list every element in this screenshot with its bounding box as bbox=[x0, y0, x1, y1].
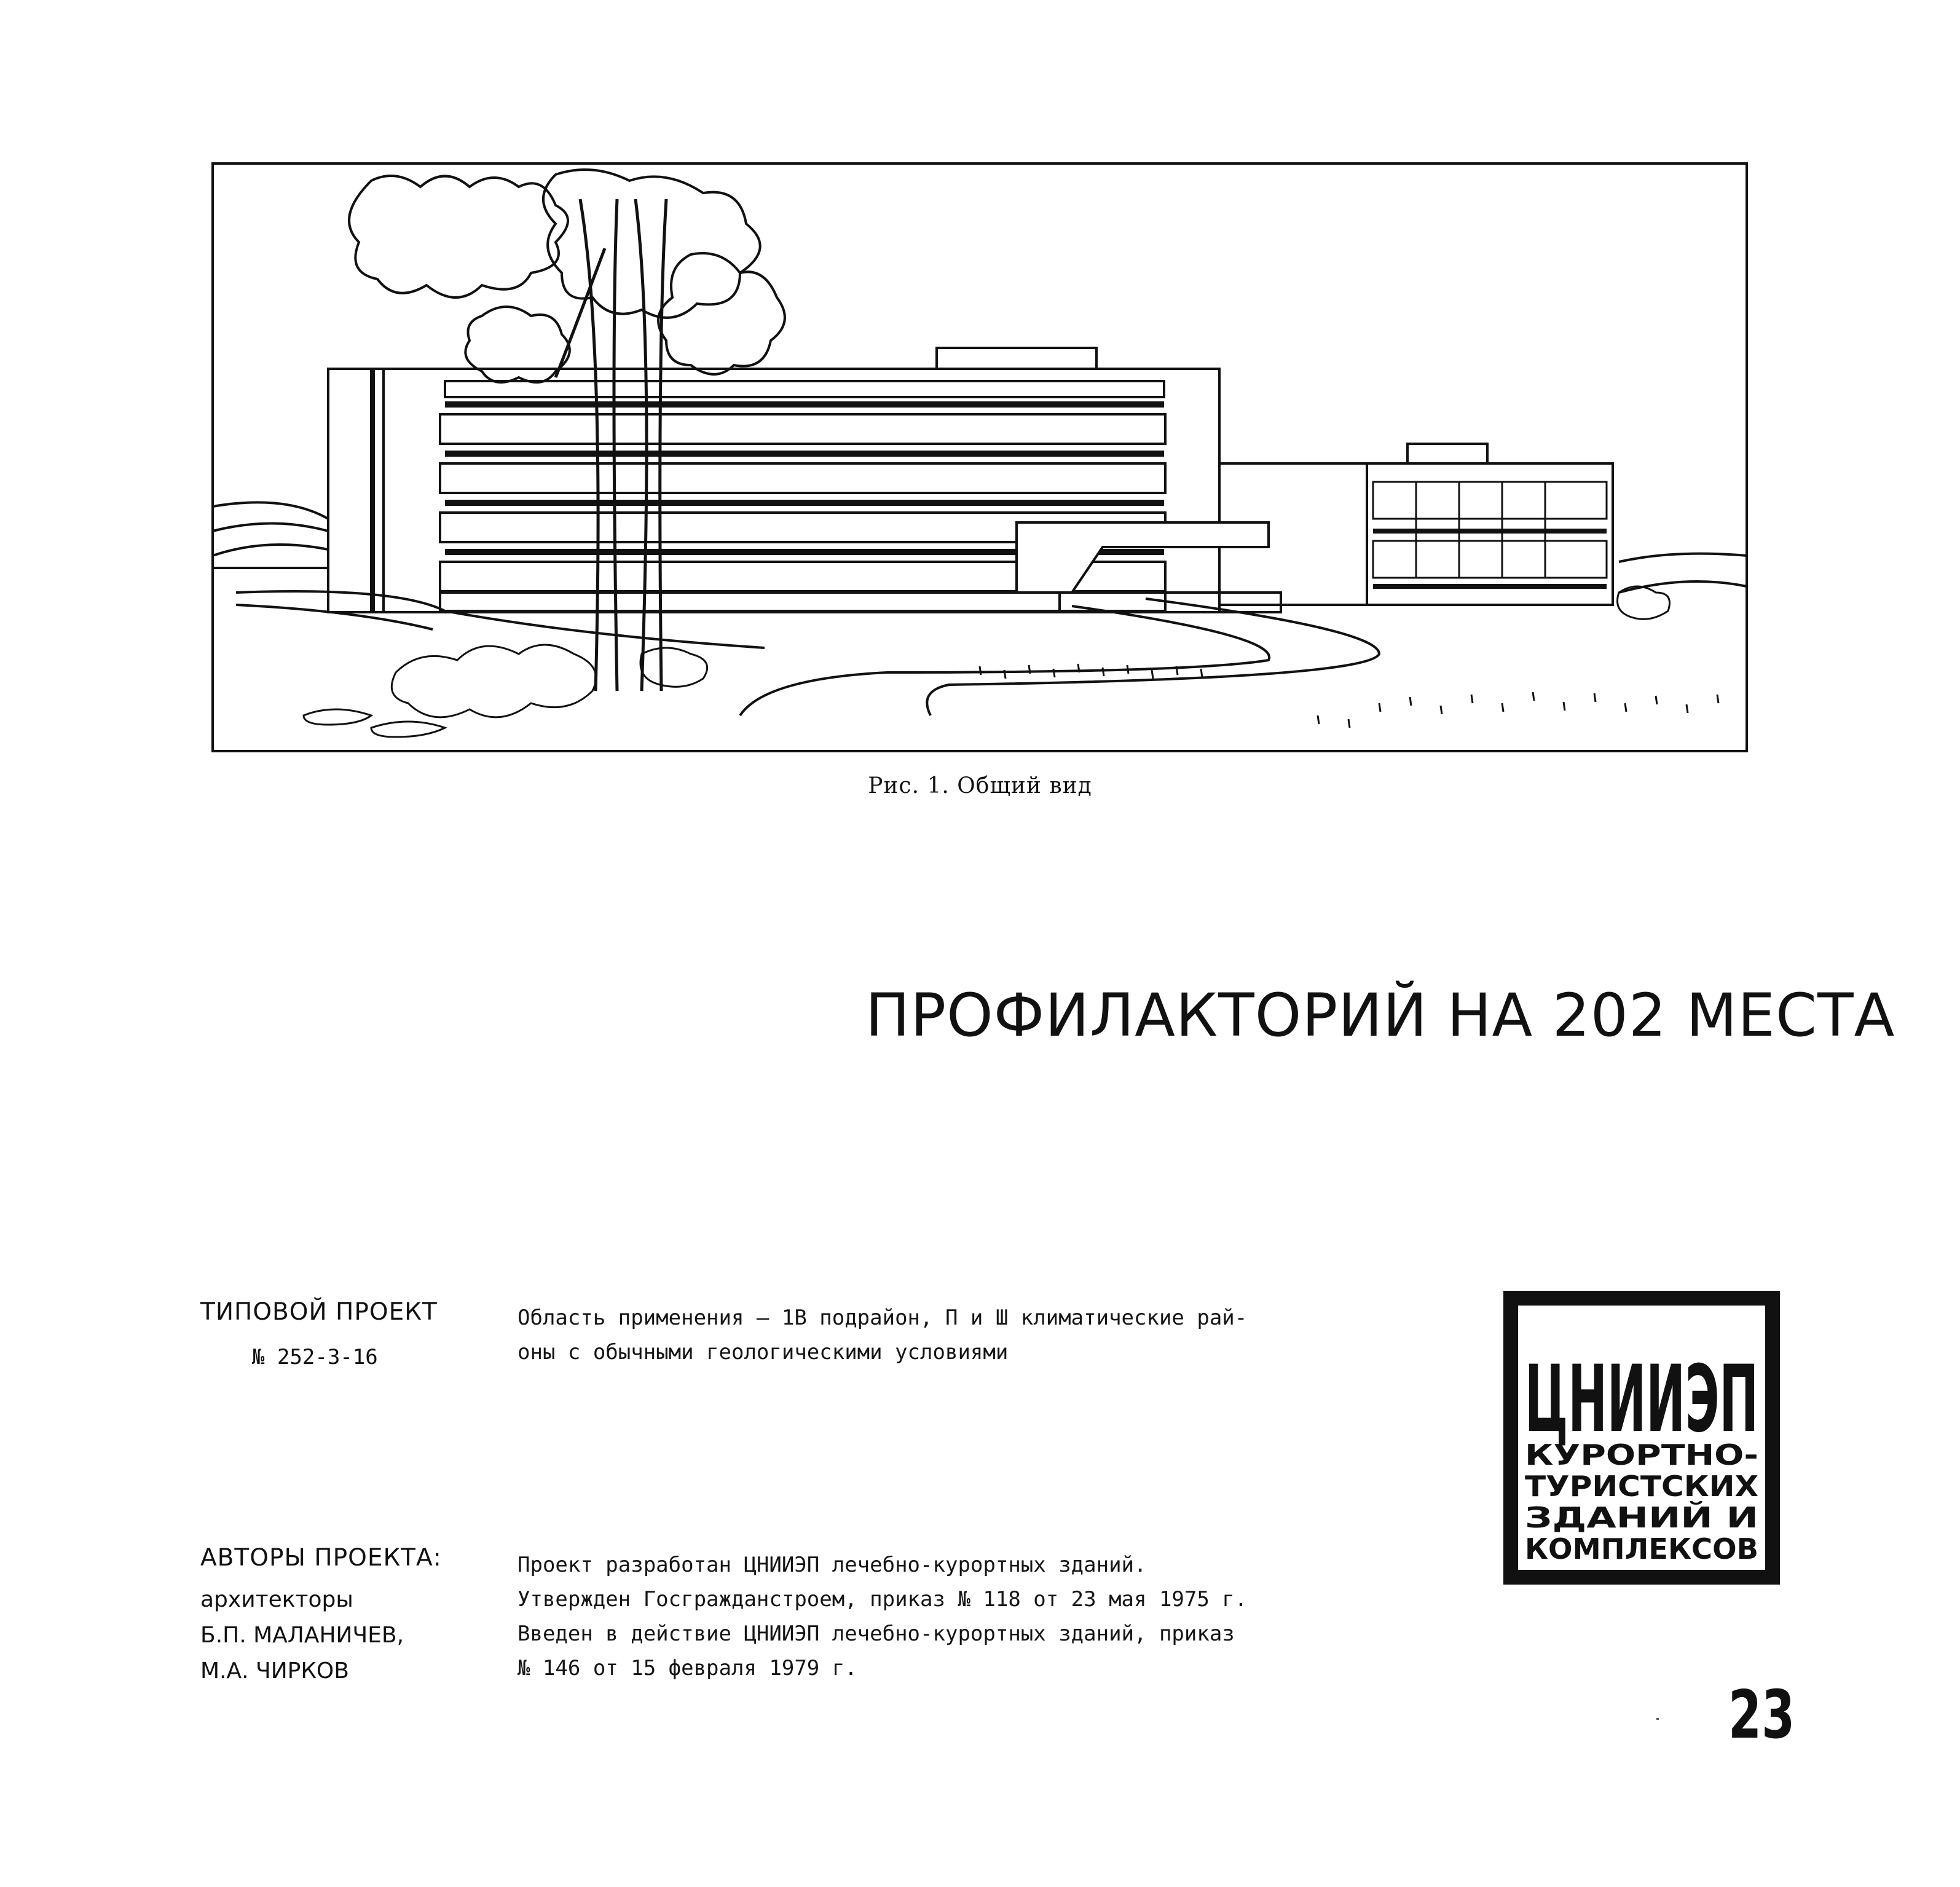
author-name: М.А. ЧИРКОВ bbox=[200, 1658, 349, 1684]
page-number: 23 bbox=[1728, 1677, 1795, 1754]
figure-frame bbox=[213, 163, 1747, 751]
application-line: оны с обычными геологическими условиями bbox=[518, 1340, 1009, 1365]
print-mark bbox=[1656, 1718, 1659, 1720]
authors-role: архитекторы bbox=[200, 1587, 353, 1612]
approval-line: № 146 от 15 февраля 1979 г. bbox=[518, 1656, 857, 1680]
hill-left bbox=[213, 502, 328, 568]
project-number: № 252-3-16 bbox=[252, 1345, 378, 1369]
logo-line: ЗДАНИЙ И bbox=[1525, 1501, 1758, 1534]
logo-line: КОМПЛЕКСОВ bbox=[1525, 1532, 1758, 1566]
figure-caption: Рис. 1. Общий вид bbox=[868, 773, 1092, 798]
approval-line: Введен в действие ЦНИИЭП лечебно-курортных зданий, приказ bbox=[518, 1621, 1235, 1646]
approval-line: Проект разработан ЦНИИЭП лечебно-курортных зданий. bbox=[518, 1553, 1147, 1577]
logo-big-text: ЦНИИЭП bbox=[1525, 1346, 1758, 1453]
figure-general-view bbox=[211, 162, 1748, 752]
side-building bbox=[1367, 463, 1613, 605]
project-type-label: ТИПОВОЙ ПРОЕКТ bbox=[200, 1298, 438, 1326]
application-line: Область применения – 1В подрайон, П и Ш климатические рай- bbox=[518, 1306, 1248, 1330]
path-left bbox=[236, 591, 765, 648]
approval-line: Утвержден Госгражданстроем, приказ № 118 от 23 мая 1975 г. bbox=[518, 1587, 1248, 1612]
authors-list bbox=[200, 1582, 404, 1689]
authors-heading: АВТОРЫ ПРОЕКТА: bbox=[200, 1544, 442, 1572]
grass-stipple bbox=[980, 664, 1718, 728]
page-title: ПРОФИЛАКТОРИЙ НА 202 МЕСТА bbox=[865, 981, 1895, 1050]
building-drawing bbox=[211, 162, 1748, 752]
logo-line: КУРОРТНО- bbox=[1525, 1438, 1758, 1471]
tsniiep-logo bbox=[1503, 1291, 1780, 1585]
shrubs bbox=[304, 586, 1670, 737]
author-name: Б.П. МАЛАНИЧЕВ, bbox=[200, 1623, 404, 1648]
logo-line: ТУРИСТСКИХ bbox=[1525, 1470, 1758, 1503]
approval-info bbox=[518, 1548, 1247, 1685]
application-area bbox=[518, 1301, 1247, 1369]
path-center bbox=[927, 599, 1379, 715]
